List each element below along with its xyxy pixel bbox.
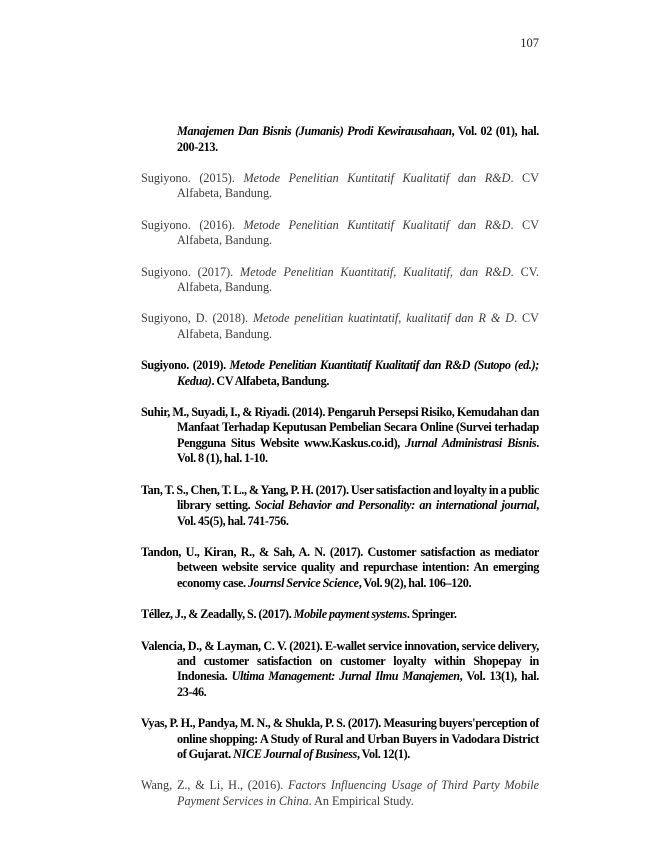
reference-title: Metode Penelitian Kuantitatif Kualitatif dan R&D (Sutopo (ed.); Kedua): [177, 358, 539, 388]
reference-title: Jurnal Administrasi Bisnis: [405, 435, 537, 450]
reference-entry: [141, 358, 539, 389]
reference-entry: [141, 265, 539, 296]
reference-entry: [141, 483, 539, 529]
reference-after-text: . CV Alfabeta, Bandung.: [211, 373, 330, 388]
reference-after-text: , Vol. 12(1).: [356, 746, 410, 761]
reference-after-text: . Springer.: [406, 607, 457, 622]
reference-before-text: Tandon, U., Kiran, R., & Sah, A. N. (2017). Customer satisfaction as mediator between website service quality and repurchase intention: An emerging economy case.: [141, 544, 539, 590]
page-number: 107: [520, 36, 539, 50]
reference-title: Ultima Management: Jurnal Ilmu Manajemen: [231, 669, 460, 684]
reference-before-text: Téllez, J., & Zeadally, S. (2017).: [141, 607, 294, 622]
reference-entry: [141, 405, 539, 467]
reference-entry: [141, 778, 539, 809]
reference-title: Metode Penelitian Kuantitatif, Kualitatif, dan R&D: [240, 264, 511, 279]
reference-entry: [141, 716, 539, 762]
reference-title: Metode Penelitian Kuntitatif Kualitatif dan R&D: [243, 217, 511, 232]
reference-entry: [141, 171, 539, 202]
reference-entry: [141, 218, 539, 249]
reference-after-text: , Vol. 9(2), hal. 106–120.: [358, 575, 472, 590]
reference-before-text: Suhir, M., Suyadi, I., & Riyadi. (2014). Pengaruh Persepsi Risiko, Kemudahan dan Manfaat Terhadap Keputusan Pembelian Secara Online (Survei terhadap Pengguna Situs Website www.Kaskus.co.id),: [141, 405, 539, 450]
reference-title: Metode Penelitian Kuntitatif Kualitatif dan R&D: [243, 171, 511, 185]
reference-title: Metode penelitian kuatintatif, kualitatif dan R & D: [253, 311, 515, 326]
reference-title: NICE Journal of Business: [233, 746, 357, 761]
reference-after-text: , Vol. 13(1), hal. 23-46.: [177, 669, 539, 699]
reference-title: Manajemen Dan Bisnis (Jumanis) Prodi Kewirausahaan: [177, 124, 452, 139]
reference-before-text: Wang, Z., & Li, H., (2016).: [141, 778, 289, 793]
reference-after-text: . CV Alfabeta, Bandung.: [177, 217, 539, 248]
reference-list: [141, 112, 539, 825]
reference-after-text: , Vol. 02 (01), hal. 200-213.: [177, 124, 539, 154]
reference-before-text: Sugiyono. (2015).: [141, 171, 244, 185]
reference-entry: [141, 124, 539, 155]
reference-after-text: , Vol. 45(5), hal. 741-756.: [177, 498, 539, 528]
reference-entry: [141, 639, 539, 701]
reference-after-text: . CV. Alfabeta, Bandung.: [177, 264, 539, 295]
reference-before-text: Tan, T. S., Chen, T. L., & Yang, P. H. (2017). User satisfaction and loyalty in a public library setting.: [141, 482, 539, 513]
reference-title: Factors Influencing Usage of Third Party Mobile Payment Services in China: [177, 778, 539, 808]
reference-entry: [141, 607, 539, 622]
reference-after-text: . CV Alfabeta, Bandung.: [177, 171, 539, 201]
reference-after-text: . CV Alfabeta, Bandung.: [177, 311, 539, 341]
reference-before-text: Sugiyono. (2016).: [141, 217, 244, 232]
reference-entry: [141, 311, 539, 342]
reference-title: Social Behavior and Personality: an international journal: [254, 498, 537, 513]
reference-before-text: Valencia, D., & Layman, C. V. (2021). E-wallet service innovation, service delivery, and customer satisfaction on customer loyalty within Shopepay in Indonesia.: [141, 638, 539, 684]
reference-before-text: Sugiyono. (2019).: [141, 358, 230, 373]
reference-after-text: . Vol. 8 (1), hal. 1-10.: [177, 435, 539, 466]
reference-entry: [141, 545, 539, 591]
reference-before-text: Sugiyono, D. (2018).: [141, 311, 253, 326]
reference-after-text: . An Empirical Study.: [308, 793, 414, 808]
reference-title: Journsl Service Science: [247, 575, 359, 590]
reference-before-text: Sugiyono. (2017).: [141, 264, 241, 279]
reference-title: Mobile payment systems: [293, 607, 407, 622]
reference-before-text: Vyas, P. H., Pandya, M. N., & Shukla, P. S. (2017). Measuring buyers'perception of online shopping: A Study of Rural and Urban Buyers in Vadodara District of Gujarat.: [141, 716, 539, 761]
